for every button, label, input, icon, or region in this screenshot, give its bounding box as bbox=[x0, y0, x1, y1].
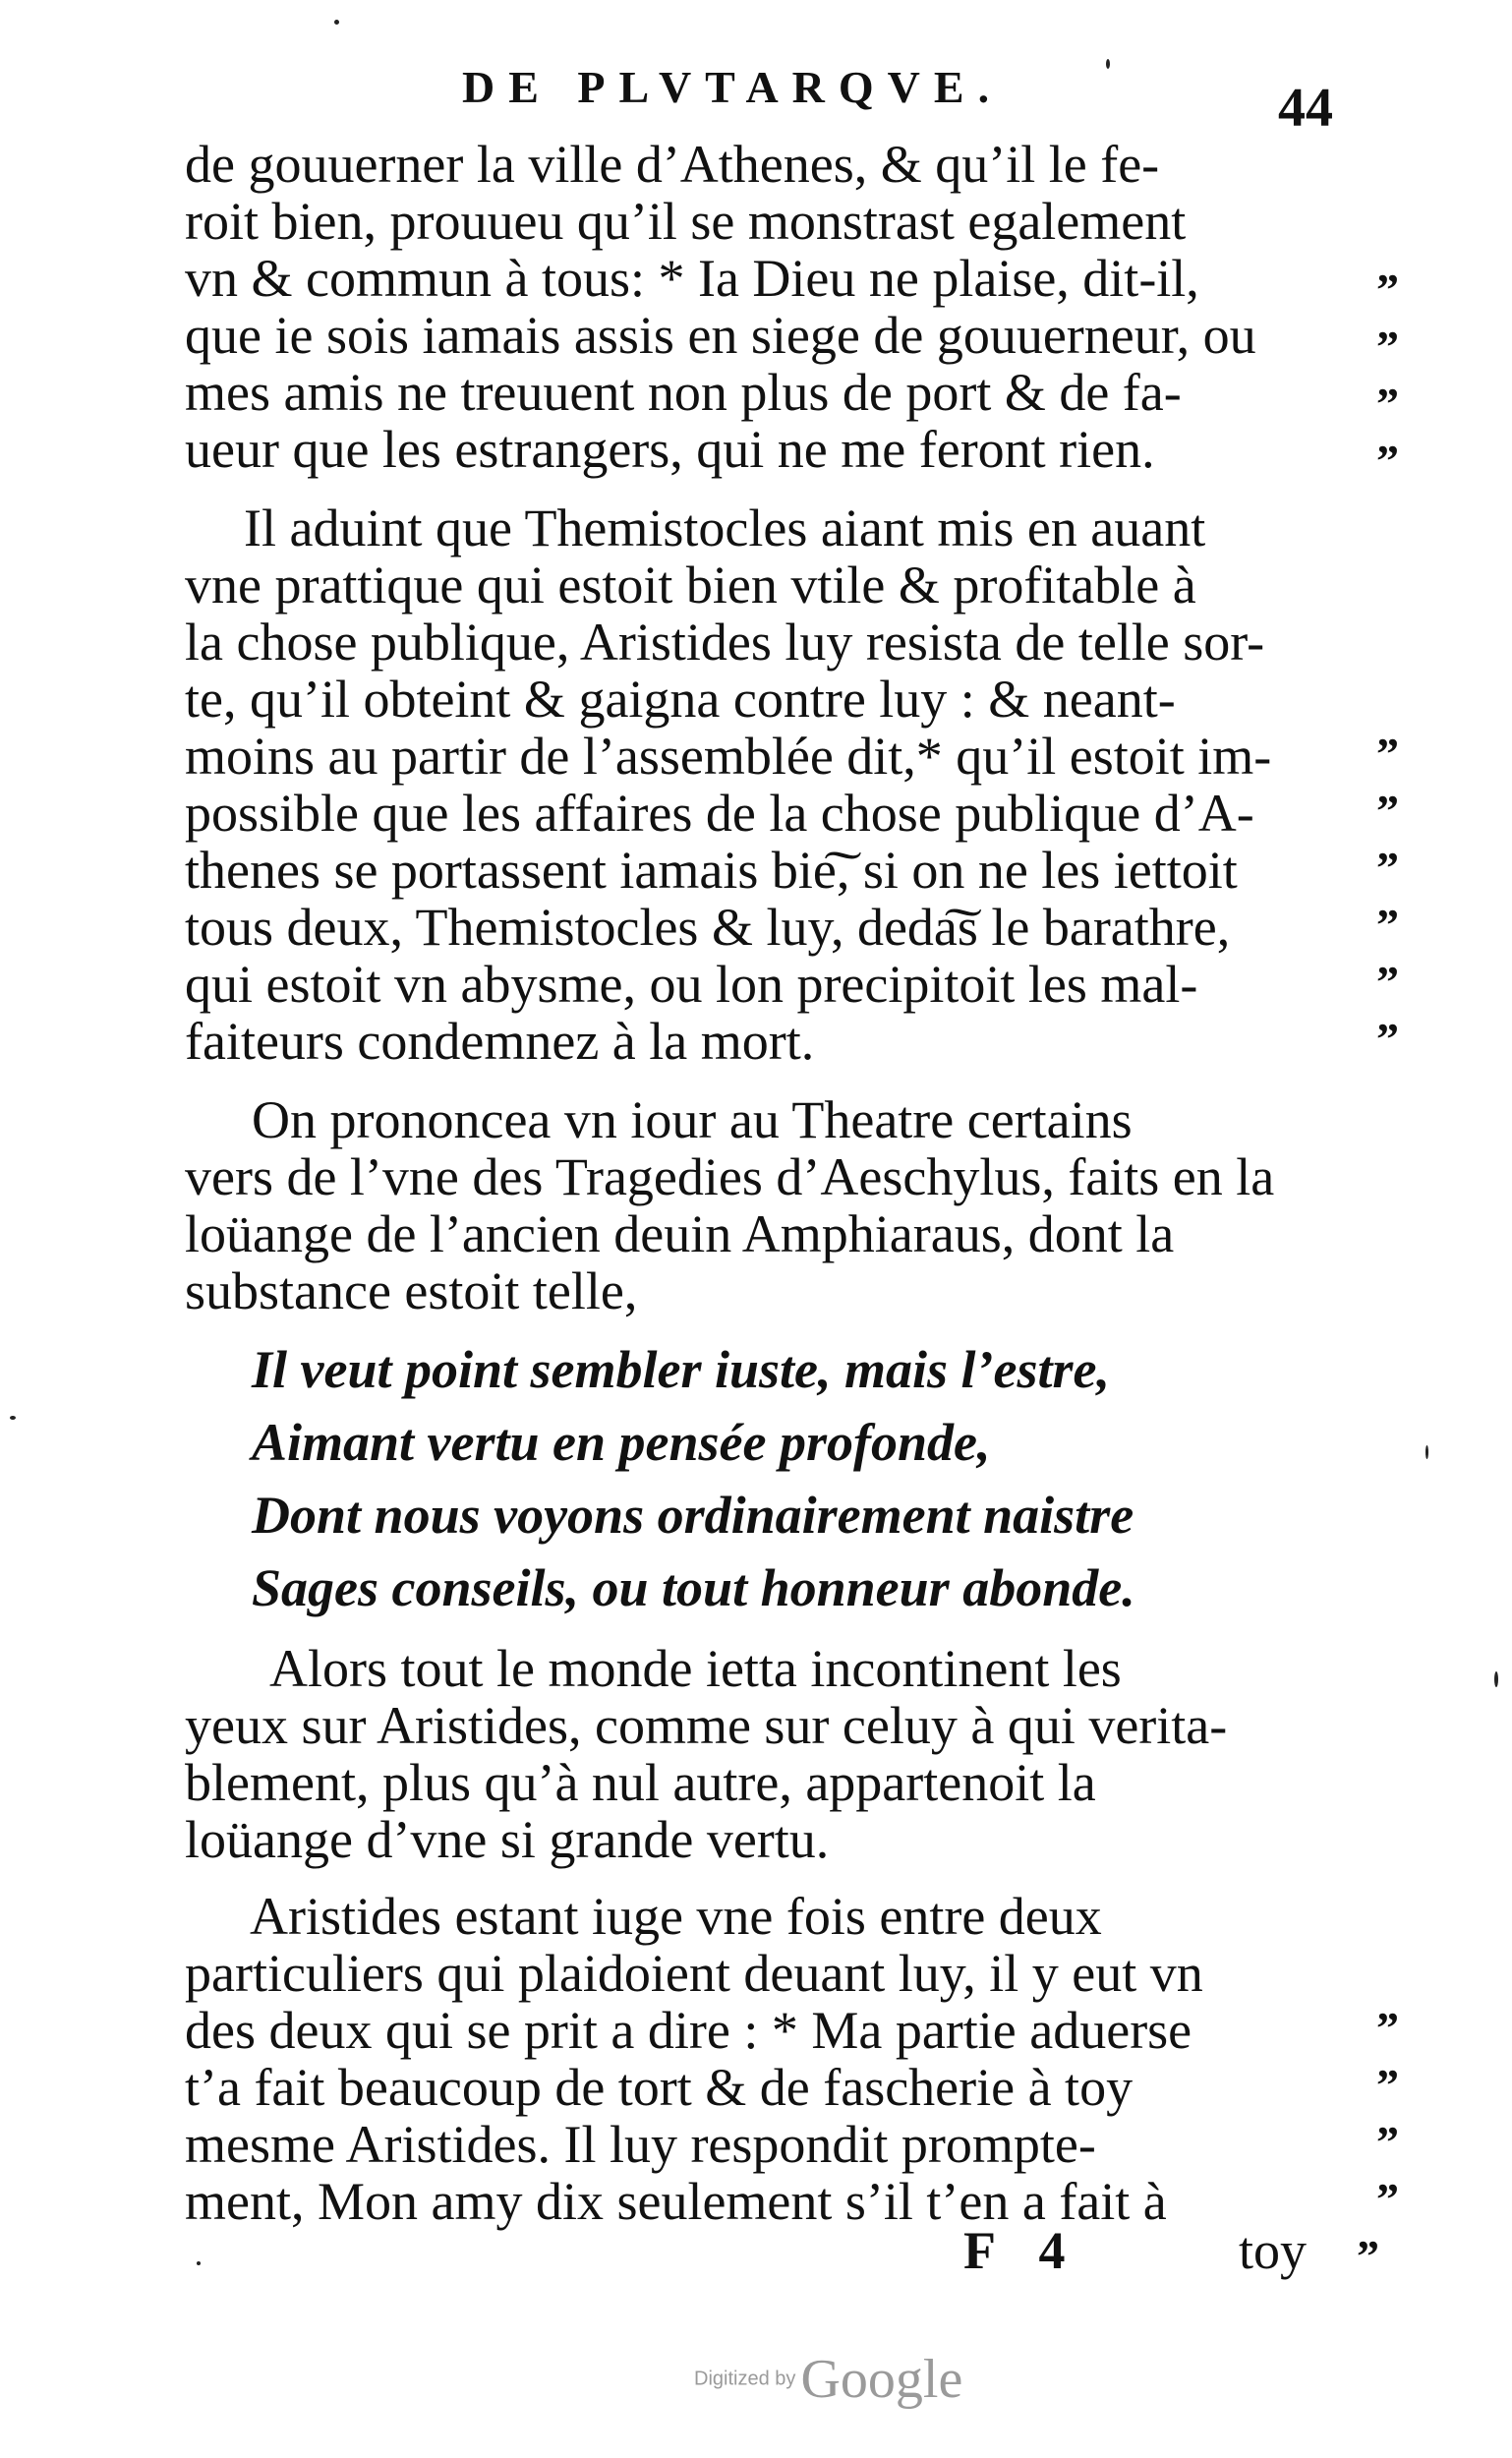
scan-speck bbox=[1425, 1445, 1428, 1459]
text-line: possible que les affaires de la chose publique d’A- bbox=[185, 784, 1254, 843]
text-line: t’a fait beaucoup de tort & de fascherie à toy bbox=[185, 2058, 1134, 2117]
margin-quote-mark: ” bbox=[1376, 843, 1399, 893]
text-line: loüange d’vne si grande vertu. bbox=[185, 1810, 830, 1869]
verse-line: Dont nous voyons ordinairement naistre bbox=[252, 1486, 1134, 1545]
text-line: de gouuerner la ville d’Athenes, & qu’il le fe- bbox=[185, 135, 1160, 194]
text-line: vers de l’vne des Tragedies d’Aeschylus, faits en la bbox=[185, 1147, 1275, 1206]
signature-mark: F 4 bbox=[963, 2221, 1081, 2280]
scan-speck bbox=[334, 20, 339, 25]
scan-speck bbox=[1494, 1671, 1498, 1687]
margin-quote-mark: ” bbox=[1357, 2231, 1379, 2281]
margin-quote-mark: ” bbox=[1376, 786, 1399, 836]
margin-quote-mark: ” bbox=[1376, 900, 1399, 950]
catchword: toy bbox=[1239, 2221, 1308, 2280]
verse-line: Sages conseils, ou tout honneur abonde. bbox=[252, 1558, 1135, 1617]
watermark-brand: Google bbox=[800, 2349, 963, 2410]
margin-quote-mark: ” bbox=[1376, 957, 1399, 1007]
watermark-prefix: Digitized by bbox=[694, 2368, 796, 2390]
verse-line: Aimant vertu en pensée profonde, bbox=[252, 1413, 991, 1472]
text-line: thenes se portassent iamais bie͠, si on ne les iettoit bbox=[185, 841, 1238, 900]
scan-speck bbox=[1106, 59, 1110, 69]
margin-quote-mark: ” bbox=[1376, 322, 1399, 372]
text-line: faiteurs condemnez à la mort. bbox=[185, 1012, 815, 1071]
digitization-watermark bbox=[694, 2348, 962, 2411]
margin-quote-mark: ” bbox=[1376, 2060, 1399, 2110]
text-line: vne prattique qui estoit bien vtile & profitable à bbox=[185, 556, 1196, 614]
text-line: blement, plus qu’à nul autre, appartenoit la bbox=[185, 1753, 1096, 1812]
text-line: roit bien, prouueu qu’il se monstrast egalement bbox=[185, 192, 1187, 251]
scan-speck bbox=[197, 2261, 201, 2265]
margin-quote-mark: ” bbox=[1376, 2174, 1399, 2224]
text-line: particuliers qui plaidoient deuant luy, il y eut vn bbox=[185, 1944, 1203, 2003]
margin-quote-mark: ” bbox=[1376, 436, 1399, 486]
paragraph-start-line: On prononcea vn iour au Theatre certains bbox=[252, 1090, 1133, 1149]
margin-quote-mark: ” bbox=[1376, 2003, 1399, 2053]
paragraph-start-line: Il aduint que Themistocles aiant mis en auant bbox=[244, 498, 1206, 557]
text-line: te, qu’il obteint & gaigna contre luy : & neant- bbox=[185, 670, 1176, 729]
text-line: des deux qui se prit a dire : * Ma partie aduerse bbox=[185, 2001, 1192, 2060]
text-line: mes amis ne treuuent non plus de port & de fa- bbox=[185, 363, 1182, 422]
margin-quote-mark: ” bbox=[1376, 264, 1399, 315]
text-line: qui estoit vn abysme, ou lon precipitoit les mal- bbox=[185, 955, 1198, 1014]
text-line: mesme Aristides. Il luy respondit prompte- bbox=[185, 2115, 1096, 2174]
text-line: que ie sois iamais assis en siege de gouuerneur, ou bbox=[185, 306, 1256, 365]
scan-speck bbox=[10, 1416, 16, 1420]
text-line: vn & commun à tous: * Ia Dieu ne plaise, dit-il, bbox=[185, 249, 1199, 308]
text-line: tous deux, Themistocles & luy, deda͠s le barathre, bbox=[185, 898, 1231, 957]
running-title: DE PLVTARQVE. bbox=[462, 62, 1004, 112]
margin-quote-mark: ” bbox=[1376, 1014, 1399, 1064]
paragraph-start-line: Alors tout le monde ietta incontinent les bbox=[269, 1639, 1122, 1698]
text-line: la chose publique, Aristides luy resista de telle sor- bbox=[185, 613, 1265, 672]
paragraph-start-line: Aristides estant iuge vne fois entre deux bbox=[250, 1887, 1102, 1946]
text-line: substance estoit telle, bbox=[185, 1261, 638, 1320]
text-line: yeux sur Aristides, comme sur celuy à qui verita- bbox=[185, 1696, 1228, 1755]
text-line: moins au partir de l’assemblée dit,* qu’il estoit im- bbox=[185, 727, 1272, 786]
margin-quote-mark: ” bbox=[1376, 729, 1399, 779]
page-number: 44 bbox=[1278, 78, 1333, 139]
verse-line: Il veut point sembler iuste, mais l’estre, bbox=[252, 1340, 1110, 1399]
margin-quote-mark: ” bbox=[1376, 379, 1399, 429]
text-line: loüange de l’ancien deuin Amphiaraus, dont la bbox=[185, 1204, 1175, 1263]
text-line: ueur que les estrangers, qui ne me feront rien. bbox=[185, 420, 1155, 479]
text-line: ment, Mon amy dix seulement s’il t’en a fait à bbox=[185, 2172, 1167, 2231]
margin-quote-mark: ” bbox=[1376, 2117, 1399, 2167]
